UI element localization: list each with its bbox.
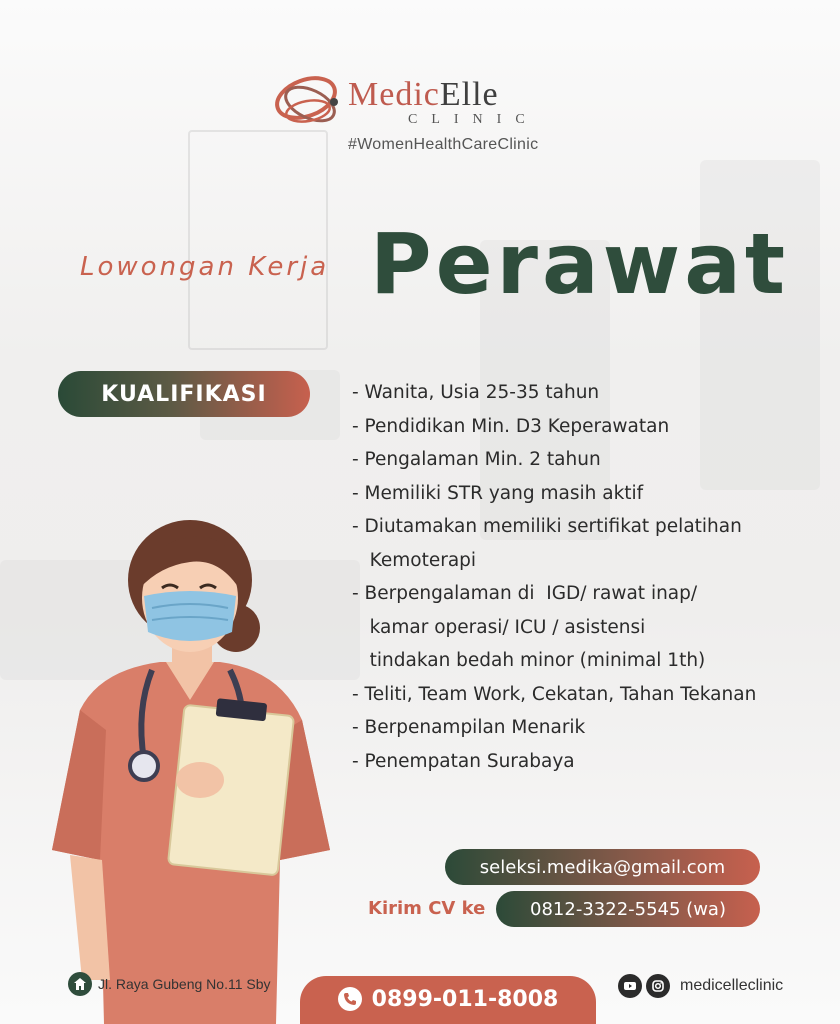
nurse-illustration [40,510,340,1024]
qualification-item: - Wanita, Usia 25-35 tahun [352,382,600,403]
phone-number: 0899-011-8008 [371,986,559,1012]
brand-name-part1: Medic [348,76,440,113]
qualification-item: tindakan bedah minor (minimal 1th) [352,650,706,671]
social-handle: medicelleclinic [680,977,784,994]
qualifications-list [352,376,822,778]
phone-icon [338,987,362,1011]
brand-name [348,76,499,114]
brand-hashtag: #WomenHealthCareClinic [348,136,539,153]
brand-sub: CLINIC [408,112,539,127]
email-pill[interactable]: seleksi.medika@gmail.com [445,849,760,885]
youtube-icon[interactable] [618,974,642,998]
qualifications-label: KUALIFIKASI [58,371,310,417]
qualification-item: - Memiliki STR yang masih aktif [352,482,644,504]
qualification-item: - Pendidikan Min. D3 Keperawatan [352,415,670,437]
headline-lowongan: Lowongan Kerja [80,252,330,282]
qualification-item: kamar operasi/ ICU / asistensi [352,616,646,638]
logo-swirl-icon [270,56,350,156]
instagram-icon[interactable] [646,974,670,998]
whatsapp-pill[interactable]: 0812-3322-5545 (wa) [496,891,760,927]
phone-pill[interactable] [300,976,596,1024]
qualification-item: - Diutamakan memiliki sertifikat pelatihan [352,516,742,537]
send-cv-label: Kirim CV ke [368,898,486,919]
qualification-item: - Penempatan Surabaya [352,750,575,772]
headline-position: Perawat [370,215,790,313]
qualification-item: - Berpengalaman di IGD/ rawat inap/ [352,583,698,604]
qualification-item: - Teliti, Team Work, Cekatan, Tahan Tekanan [352,683,757,705]
qualification-item: Kemoterapi [352,549,477,571]
qualification-item: - Pengalaman Min. 2 tahun [352,449,601,470]
home-icon [68,972,92,996]
footer-address [68,972,271,996]
brand-name-part2: Elle [439,76,499,113]
address-text: Jl. Raya Gubeng No.11 Sby [98,976,271,992]
social-links [618,974,783,998]
qualification-item: - Berpenampilan Menarik [352,717,586,738]
clinic-logo [270,56,570,166]
